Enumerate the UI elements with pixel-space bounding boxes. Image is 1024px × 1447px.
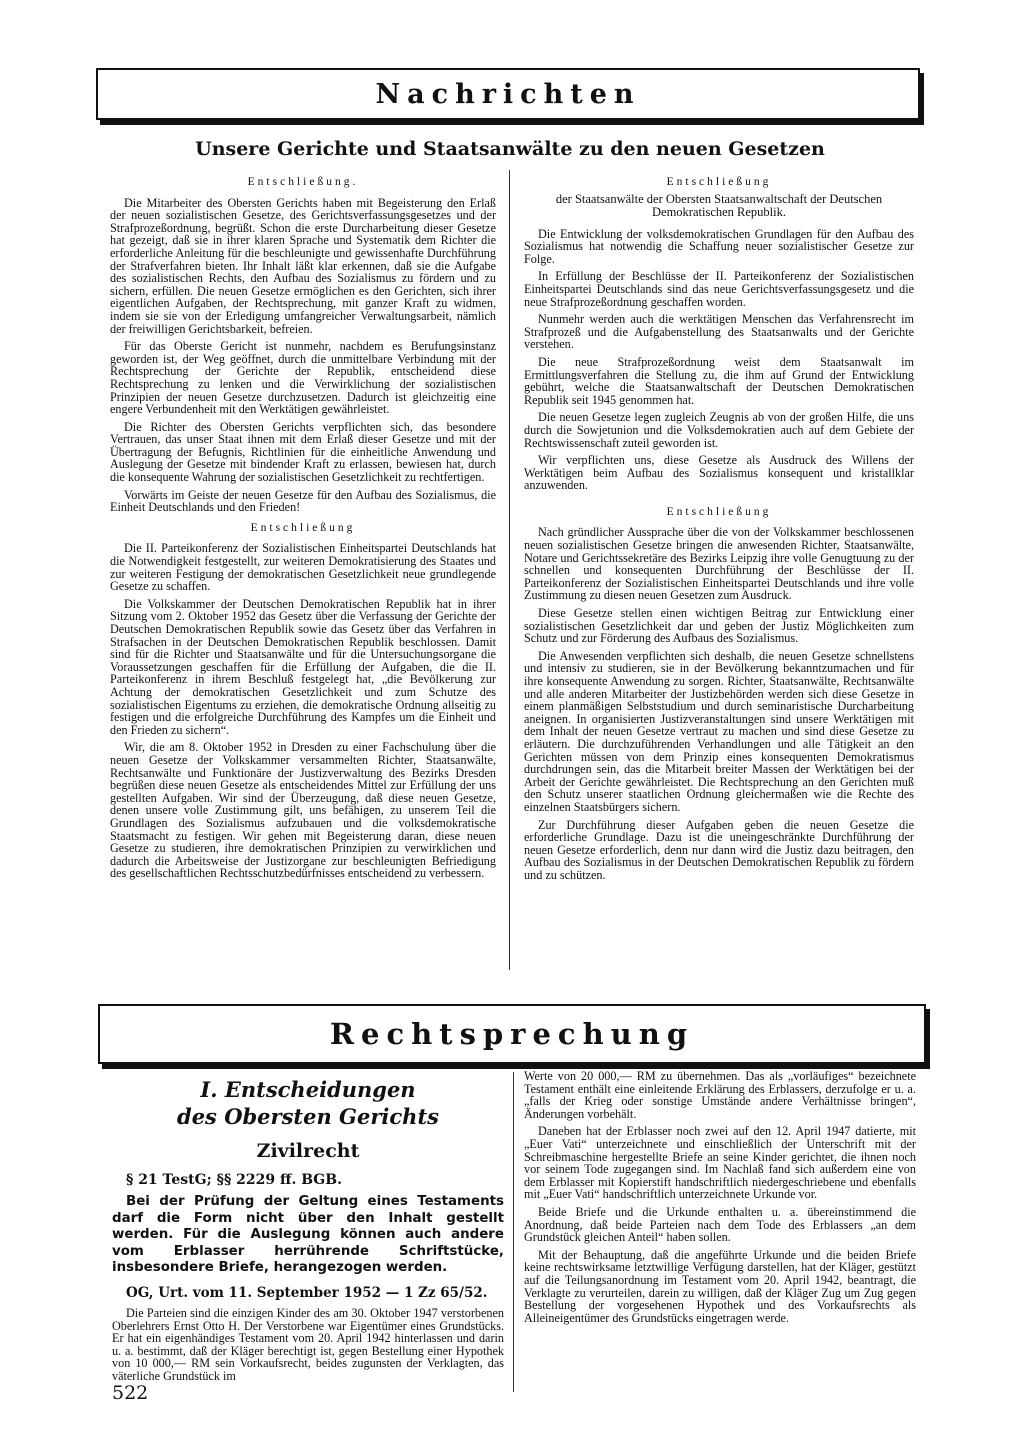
column-divider <box>513 1072 514 1392</box>
case-text <box>112 1307 504 1383</box>
article-headline: Unsere Gerichte und Staatsanwälte zu den neuen Gesetzen <box>195 138 825 160</box>
paragraph: Die Mitarbeiter des Obersten Gerichts haben mit Begeisterung den Erlaß der neuen sozialistischen Gesetze, des Gerichtsverfassungsgesetzes und der Strafprozeßordnung, begrüßt. Schon die erste Durcharbeitung dieser Gesetze hat gezeigt, daß sie in ihrer klaren Sprache und Systematik dem Richter die erforderliche Anleitung für die beschleunigte und gewissenhafte Durchführung der Strafverfahren bieten. Ihr Inhalt läßt klar erkennen, daß sie die Aufgabe des sozialistischen Rechts, den Aufbau des Sozialismus zu fördern und zu sichern, erfüllen. Die neuen Gesetze ermöglichen es den Gerichten, sich ihrer eigentlichen Aufgaben, der Rechtsprechung, mit ganzer Kraft zu widmen, indem sie sie von der Erledigung umfangreicher Verwaltungsarbeit, nämlich der freiwilligen Gerichtsbarkeit, befreien. <box>110 195 496 336</box>
law-reference: § 21 TestG; §§ 2229 ff. BGB. <box>126 1172 342 1188</box>
paragraph: Vorwärts im Geiste der neuen Gesetze für den Aufbau des Sozialismus, die Einheit Deutschlands und den Frieden! <box>110 487 496 515</box>
rechtsprechung-right-column <box>524 1070 916 1388</box>
section-title: Rechtsprechung <box>329 1017 695 1051</box>
rechtsprechung-banner <box>98 1004 926 1064</box>
paragraph: Wir, die am 8. Oktober 1952 in Dresden zu einer Fachschulung über die neuen Gesetze der Volkskammer versammelten Richter, Staatsanwälte, Rechtsanwälte und Funktionäre der Justizverwaltung des Bezirks Dresden begrüßen diese neuen Gesetze als entscheidendes Mittel zur Erfüllung der uns gestellten Aufgaben. Wir sind der Überzeugung, daß diese neuen Gesetze, denen unsere volle Zustimmung gilt, uns befähigen, zu unserem Teil die Grundlagen des Sozialismus aufzubauen und die volksdemokratische Staatsmacht zu festigen. Wir gehen mit Begeisterung daran, diese neuen Gesetze zu studieren, ihre demokratischen Prinzipien zu verwirklichen und dadurch die Arbeitsweise der Justizorgane zur beschleunigten Befriedigung des gesellschaftlichen Rechtsschutzbedürfnisses entscheidend zu verbessern. <box>110 740 496 881</box>
paragraph: Die Parteien sind die einzigen Kinder des am 30. Oktober 1947 verstorbenen Oberlehrers Ernst Otto H. Der Verstorbene war Eigentümer eines Grundstücks. Er hat ein eigenhändiges Testament vom 20. April 1942 hinterlassen und darin u. a. bestimmt, daß der Kläger berechtigt ist, gegen Bestellung einer Hypothek von 10 000,— RM sein Vorkaufsrecht, beides zugunsten der Verklagten, das väterliche Grundstück im <box>112 1305 504 1383</box>
paragraph: In Erfüllung der Beschlüsse der II. Parteikonferenz der Sozialistischen Einheitspartei Deutschlands sind das neue Gerichtsverfassungsgesetz und die neue Strafprozeßordnung geschaffen worden. <box>524 269 914 309</box>
section-title: Nachrichten <box>375 78 641 110</box>
paragraph: Die neue Strafprozeßordnung weist dem Staatsanwalt im Ermittlungsverfahren die Stellung zu, die ihm auf Grund der Entwicklung gebührt, welche die Staatsanwaltschaft der Deutschen Demokratischen Republik seit 1945 genommen hat. <box>524 354 914 407</box>
paragraph: Nach gründlicher Aussprache über die von der Volkskammer beschlossenen neuen sozialistischen Gesetze bringen die anwesenden Richter, Staatsanwälte, Notare und Gerichtssekretäre des Bezirks Leipzig ihre volle Genugtuung zu der schnellen und konsequenten Durchführung der Beschlüsse der II. Parteikonferenz der Sozialistischen Einheitspartei Deutschlands und ihre volle Zustimmung zu diesen neuen Gesetzen zum Ausdruck. <box>524 525 914 603</box>
resolution-heading: Entschließung <box>666 505 772 518</box>
decisions-title-line2: des Obersten Gerichts <box>177 1104 439 1129</box>
resolution-subheading: der Staatsanwälte der Obersten Staatsanwaltschaft der Deutschen Demokratischen Republik. <box>555 191 883 219</box>
nachrichten-left-column <box>110 168 496 1010</box>
page-number: 522 <box>112 1382 149 1404</box>
column-divider <box>509 170 510 970</box>
decisions-title-line1: I. Entscheidungen <box>200 1077 416 1102</box>
nachrichten-right-column <box>524 168 914 998</box>
paragraph: Die Volkskammer der Deutschen Demokratischen Republik hat in ihrer Sitzung vom 2. Oktober 1952 das Gesetz über die Verfassung der Gerichte der Deutschen Demokratischen Republik sowie das Gesetz über das Verfahren in Strafsachen in der Deutschen Demokratischen Republik beschlossen. Damit sind für die Richter und Staatsanwälte und für die Untersuchungsorgane die Voraussetzungen geschaffen für die Erfüllung der Aufgaben, die die II. Parteikonferenz in ihrem Beschluß festgelegt hat, „die Bevölkerung zur Achtung der demokratischen Gesetzlichkeit und zum Schutze des sozialistischen Eigentums zu erziehen, die demokratische Ordnung allseitig zu festigen und die erfolgreiche Durchführung des Kampfes um die Einheit und den Frieden zu sichern“. <box>110 596 496 737</box>
resolution-heading: Entschließung. <box>247 176 359 188</box>
paragraph: Mit der Behauptung, daß die angeführte Urkunde und die beiden Briefe keine rechtswirksame letztwillige Verfügung darstellen, hat der Kläger, gestützt auf die Teilungsanordnung im Testament vom 20. April 1942, beantragt, die Verklagte zu verurteilen, darein zu willigen, daß der Kläger Zug um Zug gegen Bestellung der vorgesehenen Hypothek und des Vorkaufsrechts als Alleineigentümer des Grundstücks eingetragen werde. <box>524 1247 916 1325</box>
paragraph: Die Richter des Obersten Gerichts verpflichten sich, das besondere Vertrauen, das unser Staat ihnen mit dem Erlaß dieser Gesetze und mit der Übertragung der Befugnis, Richtlinien für die einheitliche Anwendung und Auslegung der Gesetze mit bindender Kraft zu erlassen, bewiesen hat, durch die konsequente Wahrung der sozialistischen Gesetzlichkeit zu rechtfertigen. <box>110 419 496 485</box>
paragraph: Die neuen Gesetze legen zugleich Zeugnis ab von der großen Hilfe, die uns durch die Sowjetunion und die Volksdemokratien auch auf dem Gebiete der Rechtswissenschaft zuteil geworden ist. <box>524 410 914 450</box>
headnote: Bei der Prüfung der Geltung eines Testaments darf die Form nicht über den Inhalt gestellt werden. Für die Auslegung können auch andere vom Erblasser herrührende Schriftstücke, insbesondere Briefe, herangezogen werden. <box>112 1194 504 1276</box>
paragraph: Beide Briefe und die Urkunde enthalten u. a. übereinstimmend die Anordnung, daß beide Parteien nach dem Tode des Erblassers „an dem Grundstück gleichen Anteil“ haben sollen. <box>524 1204 916 1245</box>
law-area-heading: Zivilrecht <box>256 1140 360 1162</box>
paragraph: Die II. Parteikonferenz der Sozialistischen Einheitspartei Deutschlands hat die Notwendigkeit festgestellt, zur weiteren Demokratisierung des Staates und zur weiteren Festigung der demokratischen Gesetzlichkeit neue grundlegende Gesetze zu schaffen. <box>110 541 496 594</box>
paragraph: Nunmehr werden auch die werktätigen Menschen das Verfahrensrecht im Strafprozeß und die Aufgabenstellung des Staatsanwalts und der Gerichte verstehen. <box>524 312 914 352</box>
paragraph: Die Entwicklung der volksdemokratischen Grundlagen für den Aufbau des Sozialismus hat notwendig die Schaffung neuer sozialistischer Gesetze zur Folge. <box>524 226 914 266</box>
paragraph: Die Anwesenden verpflichten sich deshalb, die neuen Gesetze schnellstens und intensiv zu studieren, sie in der Bevölkerung bekanntzumachen und für ihre konsequente Anwendung zu sorgen. Richter, Staatsanwälte, Rechtsanwälte und alle anderen Mitarbeiter der Justizbehörden werden sich diese Gesetze in einem planmäßigen Selbststudium und durch seminaristische Durcharbeitung aneignen. In organisierten Justizveranstaltungen sind unsere Werktätigen mit dem Inhalt der neuen Gesetze vertraut zu machen und sind diese Gesetze zu erläutern. Die durchzuführenden Verhandlungen und alle Tätigkeit an den Gerichten müssen von dem Prinzip eines konsequenten Demokratismus durchdrungen sein, das die Mitarbeit breiter Massen der Werktätigen bei der Arbeit der Gerichte gewährleistet. Die Rechtsprechung an den Gerichten muß den Schutz unserer staatlichen Ordnung gleichermaßen wie die Rechte des einzelnen Staatsbürgers sichern. <box>524 648 914 814</box>
court-citation: OG, Urt. vom 11. September 1952 — 1 Zz 65/52. <box>126 1284 488 1301</box>
paragraph: Wir verpflichten uns, diese Gesetze als Ausdruck des Willens der Werktätigen beim Aufbau des Sozialismus konsequent und kristallklar anzuwenden. <box>524 453 914 493</box>
paragraph: Werte von 20 000,— RM zu übernehmen. Das als „vorläufiges“ bezeichnete Testament enthält eine einleitende Erklärung des Erblassers, derzufolge er u. a. „falls der Krieg oder sonstige Umstände andere Verhältnisse bringen“, Änderungen vorbehält. <box>524 1070 916 1121</box>
paragraph: Diese Gesetze stellen einen wichtigen Beitrag zur Entwicklung einer sozialistischen Gesetzlichkeit dar und geben der Justiz Möglichkeiten zum Schutz und zur Förderung des Aufbaus des Sozialismus. <box>524 606 914 646</box>
paragraph: Zur Durchführung dieser Aufgaben geben die neuen Gesetze die erforderliche Grundlage. Dazu ist die uneingeschränkte Durchführung der neuen Gesetze erforderlich, denn nur dann wird die Justiz dazu beitragen, den Aufbau des Sozialismus in der Deutschen Demokratischen Republik zu fördern und zu schützen. <box>524 817 914 882</box>
rechtsprechung-left-column <box>112 1076 504 1388</box>
resolution-heading: Entschließung <box>666 176 772 188</box>
paragraph: Für das Oberste Gericht ist nunmehr, nachdem es Berufungsinstanz geworden ist, der Weg geöffnet, durch die unmittelbare Verbindung mit der Rechtsprechung der Gerichte der Republik, entscheidend diese Rechtsprechung zu lenken und die Verwirklichung der sozialistischen Prinzipien der neuen Gesetze durchzusetzen. Dadurch ist gleichzeitig eine engere Verbundenheit mit den Werktätigen gewährleistet. <box>110 339 496 417</box>
resolution-heading: Entschließung <box>250 521 356 534</box>
nachrichten-banner <box>96 68 920 120</box>
paragraph: Daneben hat der Erblasser noch zwei auf den 12. April 1947 datierte, mit „Euer Vati“ unterzeichnete und einschließlich der Unterschrift mit der Schreibmaschine hergestellte Briefe an seine Kinder gerichtet, die ihnen noch vor seinem Tode zugegangen sind. Im Nachlaß fand sich außerdem eine von dem Erblasser mit Kopierstift handschriftlich niedergeschriebene und ebenfalls mit „Euer Vati“ handschriftlich unterzeichnete Urkunde vor. <box>524 1124 916 1202</box>
